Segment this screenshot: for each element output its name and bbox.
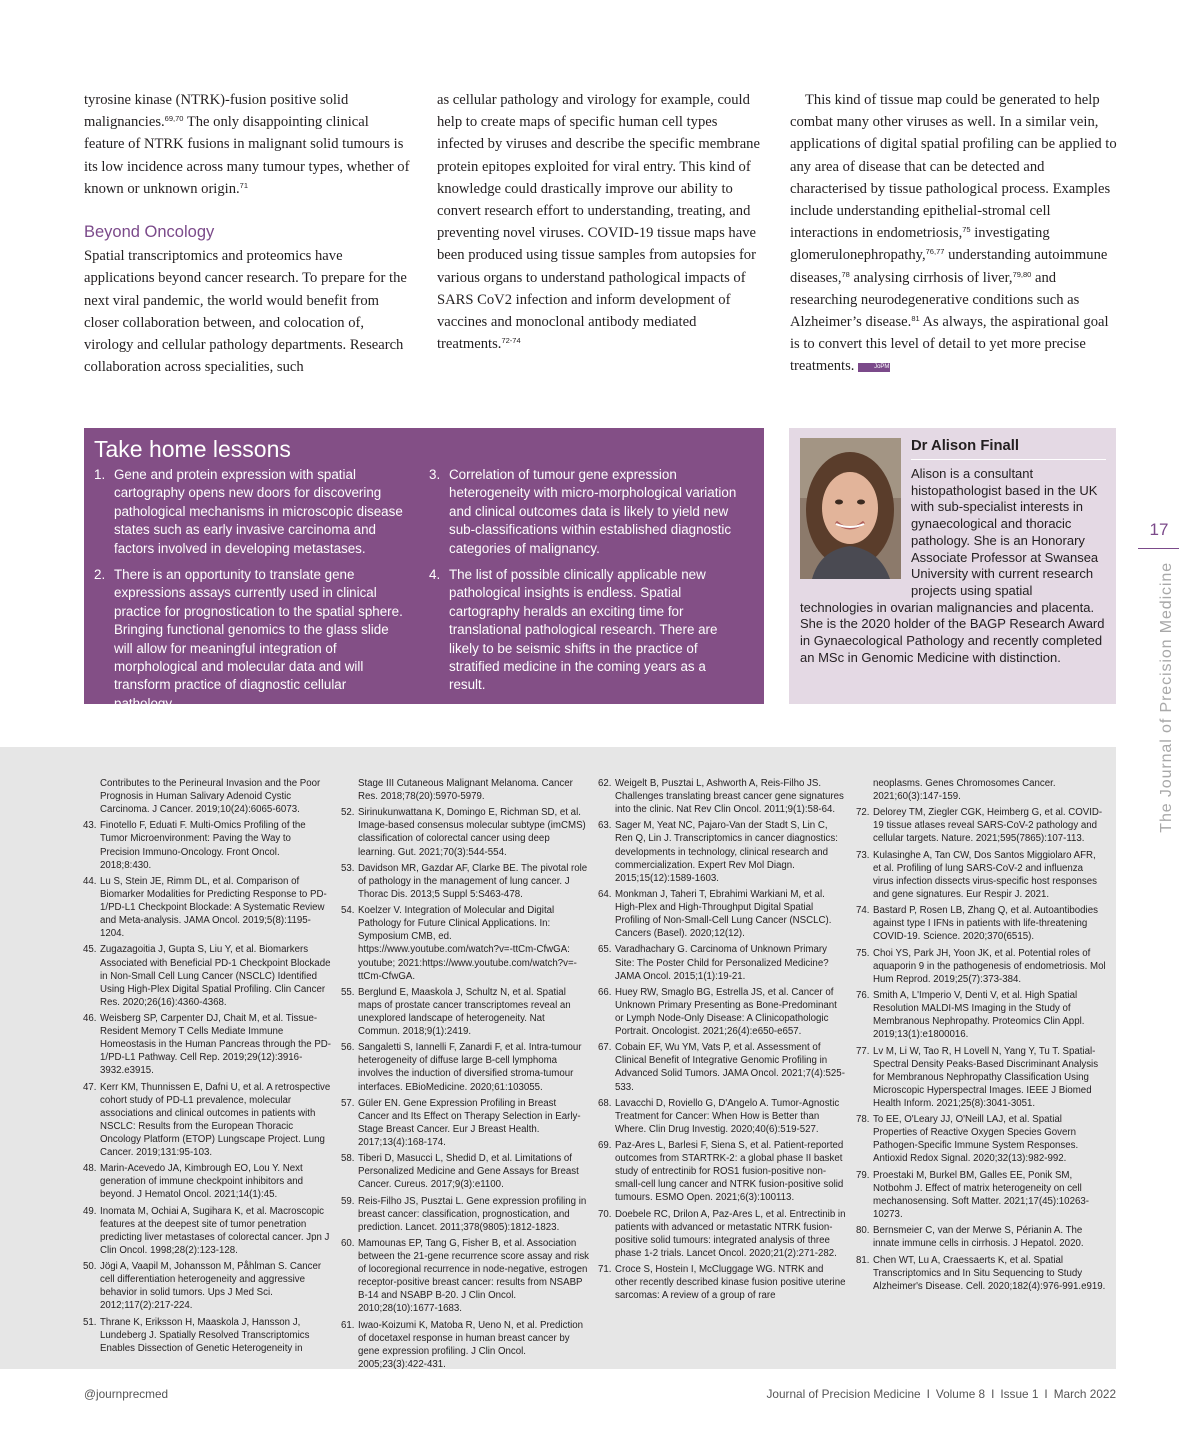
reference-item	[856, 806, 1106, 845]
reference-item	[598, 1041, 846, 1093]
reference-number: 80.	[856, 1225, 870, 1237]
reference-text: Proestaki M, Burkel BM, Galles EE, Ponik SM, Notbohm J. Effect of matrix heterogeneity on cell mechanosensing. Soft Matter. 2021;17(45):10263-10273.	[873, 1169, 1089, 1220]
reference-number: 45.	[83, 944, 97, 956]
reference-text: Lu S, Stein JE, Rimm DL, et al. Comparison of Biomarker Modalities for Predicting Response to PD-1/PD-L1 Checkpoint Blockade: A Systematic Review and Meta-analysis. JAMA Oncol. 2019;5(8):1195-1204.	[100, 875, 327, 940]
paragraph: as cellular pathology and virology for example, could help to create maps of specific human cell types infected by viruses and describe the specific membrane protein epitopes exploited for viral entry. This kind of knowledge could drastically improve our ability to convert research effort to understanding, treating, and preventing novel viruses. COVID-19 tissue maps have been produced using tissue samples from autopsies for various organs to understand pathological impacts of SARS CoV2 infection and inform development of vaccines and monoclonal antibody mediated treatments.$^{72-74}$	[437, 92, 760, 353]
reference-number: 76.	[856, 990, 870, 1002]
take-home-lessons-box	[84, 428, 764, 711]
reference-number: 77.	[856, 1045, 870, 1057]
reference-text: Thrane K, Eriksson H, Maaskola J, Hansson J, Lundeberg J. Spatially Resolved Transcriptomics Enables Dissection of Genetic Heterogeneity in	[100, 1316, 310, 1354]
reference-item	[598, 1263, 846, 1302]
reference-item	[598, 819, 846, 884]
reference-item	[598, 943, 846, 982]
reference-text: Marin-Acevedo JA, Kimbrough EO, Lou Y. Next generation of immune checkpoint inhibitors and beyond. J Hematol Oncol. 2021;14(1):45.	[100, 1163, 304, 1201]
reference-item	[83, 1162, 333, 1201]
reference-number: 47.	[83, 1081, 97, 1093]
reference-text: Sirinukunwattana K, Domingo E, Richman SD, et al. Image-based consensus molecular subtype (imCMS) classification of colorectal cancer using deep learning. Gut. 2021;70(3):544-554.	[358, 807, 586, 858]
reference-text: Contributes to the Perineural Invasion and the Poor Prognosis in Human Salivary Adenoid Cystic Carcinoma. J Cancer. 2019;10(24):6065-6073.	[100, 778, 321, 816]
body-column-3	[790, 89, 1118, 378]
reference-text: Sangaletti S, Iannelli F, Zanardi F, et al. Intra-tumour heterogeneity of diffuse large B-cell lymphoma involves the induction of diversified stroma-tumour interfaces. EBioMedicine. 2020;61:103055.	[358, 1042, 582, 1093]
reference-item	[83, 777, 333, 816]
reference-text: Weisberg SP, Carpenter DJ, Chait M, et al. Tissue-Resident Memory T Cells Mediate Immune Homeostasis in the Human Pancreas through the PD-1/PD-L1 Pathway. Cell Rep. 2019;29(12):3916-3932.e3915.	[100, 1012, 332, 1077]
reference-number: 64.	[598, 888, 612, 900]
reference-text: Paz-Ares L, Barlesi F, Siena S, et al. Patient-reported outcomes from STARTRK-2: a global phase II basket study of entrectinib for ROS1 fusion-positive non-small-cell lung cancer and NTRK fusion-positive solid tumours. ESMO Open. 2021;6(3):100113.	[615, 1140, 844, 1204]
reference-item	[341, 986, 589, 1038]
reference-text: Tiberi D, Masucci L, Shedid D, et al. Limitations of Personalized Medicine and Gene Assays for Breast Cancer. Cureus. 2017;9(3):e1100.	[358, 1153, 579, 1191]
paragraph: Spatial transcriptomics and proteomics have applications beyond cancer research. To prepare for the next viral pandemic, the world would benefit from closer collaboration between, and colocation of, virology and cellular pathology departments. Research collaboration across specialities, such	[84, 248, 407, 376]
reference-text: Bernsmeier C, van der Merwe S, Périanin A. The innate immune cells in cirrhosis. J Hepatol. 2020.	[873, 1225, 1084, 1250]
reference-item	[598, 777, 846, 816]
references-column-1	[83, 777, 333, 1358]
reference-text: Smith A, L'Imperio V, Denti V, et al. High Spatial Resolution MALDI-MS Imaging in the Study of Membranous Nephropathy. Proteomics Clin Appl. 2019;13(1):e1800016.	[873, 990, 1085, 1041]
reference-text: Varadhachary G. Carcinoma of Unknown Primary Site: The Poster Child for Personalized Medicine? JAMA Oncol. 2015;1(1):19-21.	[615, 944, 829, 982]
reference-item	[598, 888, 846, 940]
references-column-2	[341, 777, 589, 1374]
reference-item	[83, 943, 333, 1008]
reference-number: 46.	[83, 1012, 97, 1024]
lesson-item: 4. The list of possible clinically applicable new pathological insights is endless. Spatial cartography heralds an exciting time for translational pathological research. There are likely to be seismic shifts in the practice of stratified medicine in the coming years as a result.	[429, 567, 718, 693]
section-heading: Beyond Oncology	[84, 223, 215, 242]
reference-text: Doebele RC, Drilon A, Paz-Ares L, et al. Entrectinib in patients with advanced or metastatic NTRK fusion-positive solid tumours: integrated analysis of three phase 1-2 trials. Lancet Oncol. 2020;21(2):271-282.	[615, 1208, 846, 1259]
paragraph: This kind of tissue map could be generated to help combat many other viruses as well. In a similar vein, applications of digital spatial profiling can be applied to any area of disease that can be detected and characterised by tissue pathological process. Examples include understanding epithelial-stromal cell interactions in endometriosis,$^{75}$ investigating glomerulonephropathy,$^{76,77}$ understanding autoimmune diseases,$^{78}$ analysing cirrhosis of liver,$^{79,80}$ and researching neurodegenerative conditions such as Alzheimer’s disease.$^{81}$ As always, the aspirational goal is to convert this level of detail to yet more precise treatments. JoPM	[790, 92, 1117, 375]
reference-text: Monkman J, Taheri T, Ebrahimi Warkiani M, et al. High-Plex and High-Throughput Digital Spatial Profiling of Non-Small-Cell Lung Cancer (NSCLC). Cancers (Basel). 2020;12(12).	[615, 888, 832, 940]
reference-item	[83, 1012, 333, 1077]
lessons-column-left	[94, 466, 410, 721]
reference-item	[341, 1152, 589, 1191]
reference-text: To EE, O'Leary JJ, O'Neill LAJ, et al. Spatial Properties of Reactive Oxygen Species Govern Pathogen-Specific Immune System Responses. Antioxid Redox Signal. 2020;32(13):982-992.	[873, 1114, 1079, 1165]
reference-number: 59.	[341, 1195, 355, 1207]
reference-number: 79.	[856, 1169, 870, 1181]
reference-number: 66.	[598, 986, 612, 998]
reference-item	[856, 1113, 1106, 1165]
reference-number: 65.	[598, 944, 612, 956]
author-name: Dr Alison Finall	[911, 436, 1106, 460]
lesson-item: 2. There is an opportunity to translate gene expressions assays currently used in clinical practice for prognostication to the spatial sphere. Bringing functional genomics to the glass slide will allow for meaningful integration of morphological and molecular data and will transform practice of diagnostic cellular pathology.	[94, 567, 403, 711]
reference-item	[341, 904, 589, 982]
reference-number: 69.	[598, 1140, 612, 1152]
reference-text: Bastard P, Rosen LB, Zhang Q, et al. Autoantibodies against type I IFNs in patients with life-threatening COVID-19. Science. 2020;370(6515).	[873, 905, 1098, 943]
reference-item	[598, 1097, 846, 1136]
reference-text: Stage III Cutaneous Malignant Melanoma. Cancer Res. 2018;78(20):5970-5979.	[358, 778, 573, 803]
reference-text: neoplasms. Genes Chromosomes Cancer. 2021;60(3):147-159.	[873, 778, 1056, 803]
references-column-3	[598, 777, 846, 1306]
reference-item	[856, 1224, 1106, 1250]
reference-item	[341, 1097, 589, 1149]
reference-number: 58.	[341, 1153, 355, 1165]
references-column-4	[856, 777, 1106, 1296]
reference-number: 55.	[341, 986, 355, 998]
reference-text: Huey RW, Smaglo BG, Estrella JS, et al. Cancer of Unknown Primary Presenting as Bone-Predominant or Lymph Node-Only Disease: A Clinicopathologic Portrait. Oncologist. 2021;26(4):e650-e657.	[615, 986, 837, 1038]
reference-number: 60.	[341, 1238, 355, 1250]
reference-number: 74.	[856, 905, 870, 917]
reference-item	[856, 1169, 1106, 1221]
reference-item	[83, 1260, 333, 1312]
reference-text: Cobain EF, Wu YM, Vats P, et al. Assessment of Clinical Benefit of Integrative Genomic Profiling in Advanced Solid Tumors. JAMA Oncol. 2021;7(4):525-533.	[615, 1042, 845, 1093]
reference-text: Güler EN. Gene Expression Profiling in Breast Cancer and Its Effect on Therapy Selection in Early-Stage Breast Cancer. Eur J Breast Health. 2017;13(4):168-174.	[358, 1097, 581, 1148]
reference-item	[83, 1081, 333, 1159]
author-portrait-icon	[800, 438, 901, 579]
lessons-title: Take home lessons	[94, 436, 291, 462]
reference-text: Zugazagoitia J, Gupta S, Liu Y, et al. Biomarkers Associated with Beneficial PD-1 Checkpoint Blockade in Non-Small Cell Lung Cancer (NSCLC) Identified Using High-Plex Digital Spatial Profiling. Clin Cancer Res. 2020;26(16):4360-4368.	[100, 944, 331, 1008]
body-column-1	[84, 89, 412, 378]
reference-number: 62.	[598, 778, 612, 789]
author-bio-box	[789, 428, 1116, 704]
citation-superscript: 69,70	[164, 114, 184, 124]
reference-item	[598, 1139, 846, 1204]
footer-issue-info: Journal of Precision Medicine I Volume 8 I Issue 1 I March 2022	[766, 1387, 1116, 1401]
reference-number: 56.	[341, 1042, 355, 1054]
reference-item	[341, 1237, 589, 1315]
reference-number: 53.	[341, 862, 355, 874]
reference-number: 78.	[856, 1114, 870, 1126]
lessons-column-right	[429, 466, 745, 703]
reference-item	[598, 986, 846, 1038]
reference-text: Lavacchi D, Roviello G, D'Angelo A. Tumor-Agnostic Treatment for Cancer: When How is Better than Where. Clin Drug Investig. 2020;40(6):519-527.	[615, 1097, 840, 1135]
lesson-item: 1. Gene and protein expression with spatial cartography opens new doors for discovering pathological mechanisms in microscopic disease states such as early invasive carcinoma and factors involved in developing metastases.	[94, 467, 403, 556]
reference-text: Kerr KM, Thunnissen E, Dafni U, et al. A retrospective cohort study of PD-L1 prevalence, molecular associations and clinical outcomes in patients with NSCLC: Results from the European Thoracic Oncology Platform (ETOP) Lungscape Project. Lung Cancer. 2019;131:95-103.	[100, 1081, 331, 1158]
reference-item	[83, 1316, 333, 1355]
reference-item	[341, 862, 589, 901]
reference-text: Weigelt B, Pusztai L, Ashworth A, Reis-Filho JS. Challenges translating breast cancer gene signatures into the clinic. Nat Rev Clin Oncol. 2011;9(1):58-64.	[615, 778, 844, 816]
lesson-item: 3. Correlation of tumour gene expression heterogeneity with micro-morphological variation and clinical outcomes data is likely to yield new sub-classifications within established diagnostic categories of malignancy.	[429, 467, 737, 556]
reference-item	[598, 1208, 846, 1260]
reference-text: Mamounas EP, Tang G, Fisher B, et al. Association between the 21-gene recurrence score assay and risk of locoregional recurrence in node-negative, estrogen receptor-positive breast cancer: results from NSABP B-14 and NSABP B-20. J Clin Oncol. 2010;28(10):1677-1683.	[358, 1238, 590, 1315]
reference-item	[856, 777, 1106, 803]
reference-text: Finotello F, Eduati F. Multi-Omics Profiling of the Tumor Microenvironment: Paving the Way to Precision Immuno-Oncology. Front Oncol. 2018;8:430.	[100, 820, 306, 871]
reference-item	[83, 1205, 333, 1257]
reference-item	[341, 1195, 589, 1234]
reference-number: 61.	[341, 1319, 355, 1331]
reference-item	[341, 777, 589, 803]
citation-superscript: 72-74	[501, 336, 521, 346]
reference-item	[856, 1045, 1106, 1110]
journal-name-vertical: The Journal of Precision Medicine	[1158, 562, 1175, 833]
end-of-article-mark: JoPM	[858, 363, 890, 372]
reference-text: Delorey TM, Ziegler CGK, Heimberg G, et al. COVID-19 tissue atlases reveal SARS-CoV-2 pathology and cellular targets. Nature. 2021;595(7865):107-113.	[873, 807, 1103, 845]
reference-number: 73.	[856, 849, 870, 861]
reference-text: Davidson MR, Gazdar AF, Clarke BE. The pivotal role of pathology in the management of lung cancer. J Thorac Dis. 2013;5 Suppl 5:S463-478.	[358, 862, 588, 900]
reference-number: 75.	[856, 947, 870, 959]
footer-twitter-handle: @journprecmed	[84, 1387, 169, 1401]
reference-number: 48.	[83, 1163, 97, 1175]
reference-item	[856, 989, 1106, 1041]
author-bio-text: Alison is a consultant histopathologist based in the UK with sub-specialist interests in gynaecological and thoracic pathology. She is an Honorary Associate Professor at Swansea University with current research projects using spatial technologies in ovarian malignancies and placenta. She is the 2020 holder of the BAGP Research Award in Gynaecological Pathology and recently completed an MSc in Genomic Medicine with distinction.	[800, 466, 1105, 665]
reference-text: Berglund E, Maaskola J, Schultz N, et al. Spatial maps of prostate cancer transcriptomes reveal an unexplored landscape of heterogeneity. Nat Commun. 2018;9(1):2419.	[358, 986, 571, 1038]
page-number: 17	[1149, 520, 1169, 539]
reference-number: 67.	[598, 1042, 612, 1054]
reference-text: Choi YS, Park JH, Yoon JK, et al. Potential roles of aquaporin 9 in the pathogenesis of endometriosis. Mol Hum Reprod. 2019;25(7):373-384.	[873, 947, 1106, 985]
reference-item	[856, 849, 1106, 901]
page-number-rule	[1138, 548, 1179, 549]
reference-text: Croce S, Hostein I, McCluggage WG. NTRK and other recently described kinase fusion positive uterine sarcomas: A review of a group of rare	[615, 1264, 846, 1302]
reference-text: Sager M, Yeat NC, Pajaro-Van der Stadt S, Lin C, Ren Q, Lin J. Transcriptomics in cancer diagnostics: developments in technology, clinical research and commercialization. Expert Rev Mol Diagn. 2015;15(12):1589-1603.	[615, 820, 838, 884]
reference-number: 63.	[598, 820, 612, 832]
reference-number: 51.	[83, 1316, 97, 1328]
reference-number: 57.	[341, 1097, 355, 1109]
reference-item	[856, 904, 1106, 943]
reference-text: Koelzer V. Integration of Molecular and Digital Pathology for Future Clinical Applications. In: Symposium CMB, ed. https://www.youtube.com/watch?v=-ttCm-CfwGA: youtube; 2021:https://www.youtube.com/watch?v=-ttCm-CfwGA.	[358, 905, 577, 982]
reference-number: 43.	[83, 820, 97, 832]
author-photo	[800, 438, 901, 579]
reference-text: Reis-Filho JS, Pusztai L. Gene expression profiling in breast cancer: classification, prognostication, and prediction. Lancet. 2011;378(9805):1812-1823.	[358, 1195, 587, 1233]
body-column-2	[437, 89, 763, 355]
reference-text: Iwao-Koizumi K, Matoba R, Ueno N, et al. Prediction of docetaxel response in human breast cancer by gene expression profiling. J Clin Oncol. 2005;23(3):422-431.	[358, 1319, 584, 1370]
reference-item	[856, 947, 1106, 986]
reference-text: Jögi A, Vaapil M, Johansson M, Påhlman S. Cancer cell differentiation heterogeneity and aggressive behavior in solid tumors. Ups J Med Sci. 2012;117(2):217-224.	[100, 1261, 322, 1312]
reference-number: 68.	[598, 1097, 612, 1109]
reference-text: Kulasinghe A, Tan CW, Dos Santos Miggiolaro AFR, et al. Profiling of lung SARS-CoV-2 and influenza virus infection dissects virus-specific host responses and gene signatures. Eur Respir J. 2021.	[873, 849, 1097, 900]
reference-number: 44.	[83, 875, 97, 887]
reference-item	[83, 875, 333, 940]
reference-item	[341, 806, 589, 858]
reference-text: Inomata M, Ochiai A, Sugihara K, et al. Macroscopic features at the deepest site of tumor penetration predicting liver metastases of colorectal cancer. Jpn J Clin Oncol. 1998;28(2):123-128.	[100, 1205, 330, 1256]
paragraph: tyrosine kinase (NTRK)-fusion positive solid malignancies.$^{69,70}$ The only disappointing clinical feature of NTRK fusions in malignant solid tumours is its low incidence across many tumour types, whether of known or unknown origin.$^{71}$	[84, 92, 410, 197]
reference-text: Lv M, Li W, Tao R, H Lovell N, Yang Y, Tu T. Spatial-Spectral Density Peaks-Based Discriminant Analysis for Membranous Nephropathy Classification Using Microscopic Hyperspectral Images. IEEE J Biomed Health Inform. 2021;25(8):3041-3051.	[873, 1045, 1099, 1109]
reference-item	[83, 819, 333, 871]
reference-number: 81.	[856, 1254, 870, 1266]
reference-item	[856, 1254, 1106, 1293]
reference-number: 71.	[598, 1264, 612, 1276]
reference-item	[341, 1041, 589, 1093]
reference-number: 54.	[341, 905, 355, 917]
reference-text: Chen WT, Lu A, Craessaerts K, et al. Spatial Transcriptomics and In Situ Sequencing to Study Alzheimer's Disease. Cell. 2020;182(4):976-991.e919.	[873, 1254, 1106, 1292]
reference-number: 50.	[83, 1261, 97, 1273]
reference-item	[341, 1319, 589, 1371]
reference-number: 52.	[341, 807, 355, 819]
reference-number: 70.	[598, 1208, 612, 1220]
reference-number: 72.	[856, 807, 870, 819]
citation-superscript: 71	[239, 180, 249, 190]
reference-number: 49.	[83, 1205, 97, 1217]
